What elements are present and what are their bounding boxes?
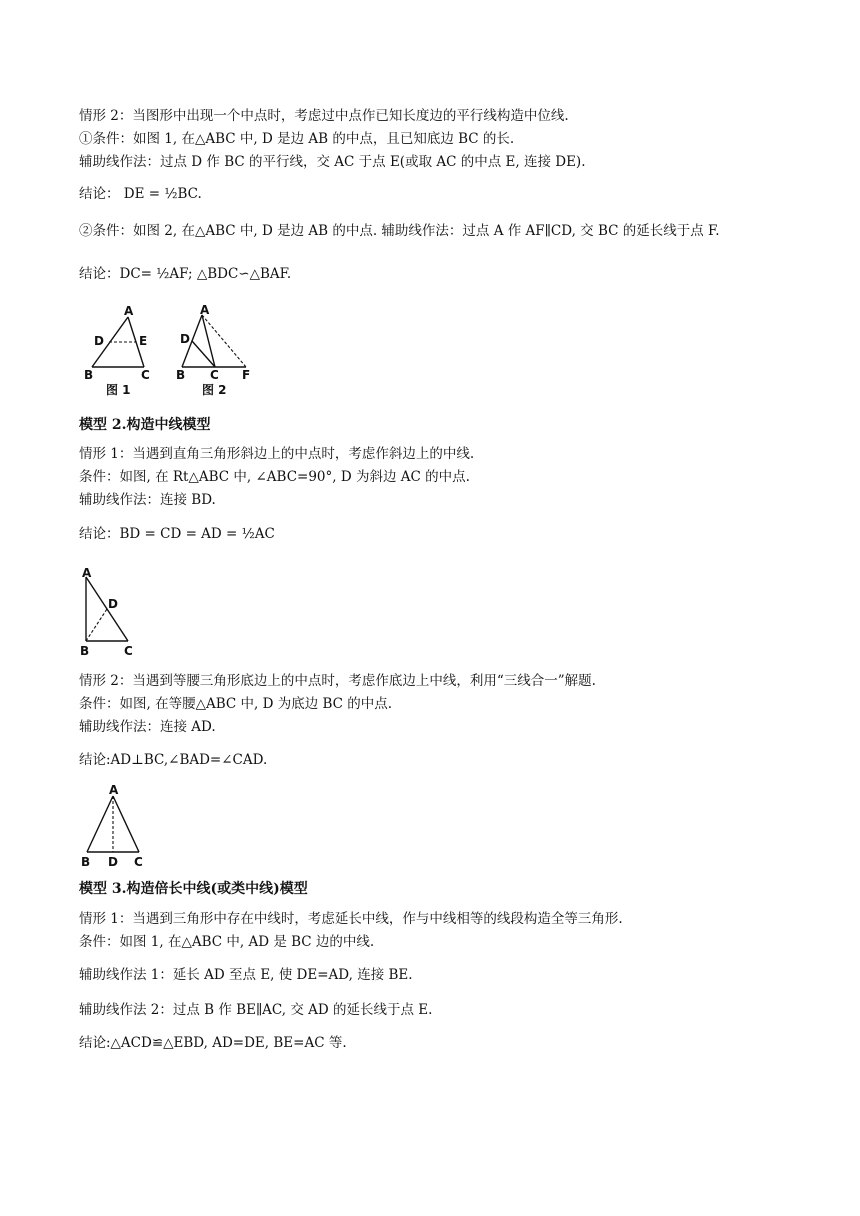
label-B: B — [84, 368, 94, 382]
text-line: 辅助线作法 2：过点 B 作 BE∥AC, 交 AD 的延长线于点 E. — [79, 1002, 433, 1018]
text-line: 结论：DC= ½AF; △BDC∽△BAF. — [79, 266, 292, 282]
label-C: C — [210, 368, 219, 382]
text-line: 辅助线作法：连接 BD. — [79, 492, 216, 508]
text-line: 条件：如图, 在 Rt△ABC 中, ∠ABC=90°, D 为斜边 AC 的中点. — [79, 469, 470, 485]
label-B: B — [176, 368, 186, 382]
text-line: 结论： DE = ½BC. — [79, 186, 202, 202]
label-A: A — [82, 566, 92, 580]
label-A: A — [109, 783, 119, 797]
text-line: 情形 1：当遇到三角形中存在中线时，考虑延长中线，作与中线相等的线段构造全等三角形. — [79, 911, 623, 927]
text-line: 辅助线作法：过点 D 作 BC 的平行线，交 AC 于点 E(或取 AC 的中点 E, 连接 DE). — [79, 154, 586, 170]
text-line: ②条件：如图 2, 在△ABC 中, D 是边 AB 的中点. 辅助线作法：过点 A 作 AF∥CD, 交 BC 的延长线于点 F. — [79, 223, 720, 239]
figure-caption: 图 1 — [106, 383, 131, 397]
figure-caption: 图 2 — [202, 383, 227, 397]
text-line: ①条件：如图 1, 在△ABC 中, D 是边 AB 的中点，且已知底边 BC 的长. — [79, 131, 515, 147]
text-line: 情形 2：当遇到等腰三角形底边上的中点时，考虑作底边上中线，利用“三线合一”解题. — [79, 673, 596, 689]
label-C: C — [124, 644, 133, 658]
label-C: C — [141, 368, 150, 382]
figure-isosceles-triangle — [78, 782, 153, 878]
figure-1 — [78, 305, 163, 401]
label-D: D — [108, 855, 118, 869]
label-F: F — [242, 368, 251, 382]
label-E: E — [139, 334, 148, 348]
label-A: A — [200, 303, 210, 317]
label-D: D — [108, 597, 118, 611]
label-A: A — [124, 305, 134, 318]
text-line: 情形 1：当遇到直角三角形斜边上的中点时，考虑作斜边上的中线. — [79, 446, 475, 462]
section-heading: 模型 3.构造倍长中线(或类中线)模型 — [79, 881, 308, 897]
text-line: 辅助线作法 1：延长 AD 至点 E, 使 DE=AD, 连接 BE. — [79, 967, 413, 983]
text-line: 结论:AD⊥BC,∠BAD=∠CAD. — [79, 752, 268, 768]
text-line: 辅助线作法：连接 AD. — [79, 719, 216, 735]
label-D: D — [94, 334, 104, 348]
text-line: 结论：BD = CD = AD = ½AC — [79, 526, 275, 542]
text-line: 情形 2：当图形中出现一个中点时，考虑过中点作已知长度边的平行线构造中位线. — [79, 108, 569, 124]
figure-right-triangle — [76, 565, 146, 664]
section-heading: 模型 2.构造中线模型 — [79, 417, 211, 433]
label-C: C — [134, 855, 143, 869]
label-B: B — [81, 855, 91, 869]
text-line: 条件：如图 1, 在△ABC 中, AD 是 BC 边的中线. — [79, 934, 375, 950]
text-line: 条件：如图, 在等腰△ABC 中, D 为底边 BC 的中点. — [79, 696, 393, 712]
text-line: 结论:△ACD≌△EBD, AD=DE, BE=AC 等. — [79, 1035, 347, 1051]
label-D: D — [180, 332, 190, 346]
label-B: B — [80, 644, 90, 658]
figure-2 — [172, 303, 262, 401]
